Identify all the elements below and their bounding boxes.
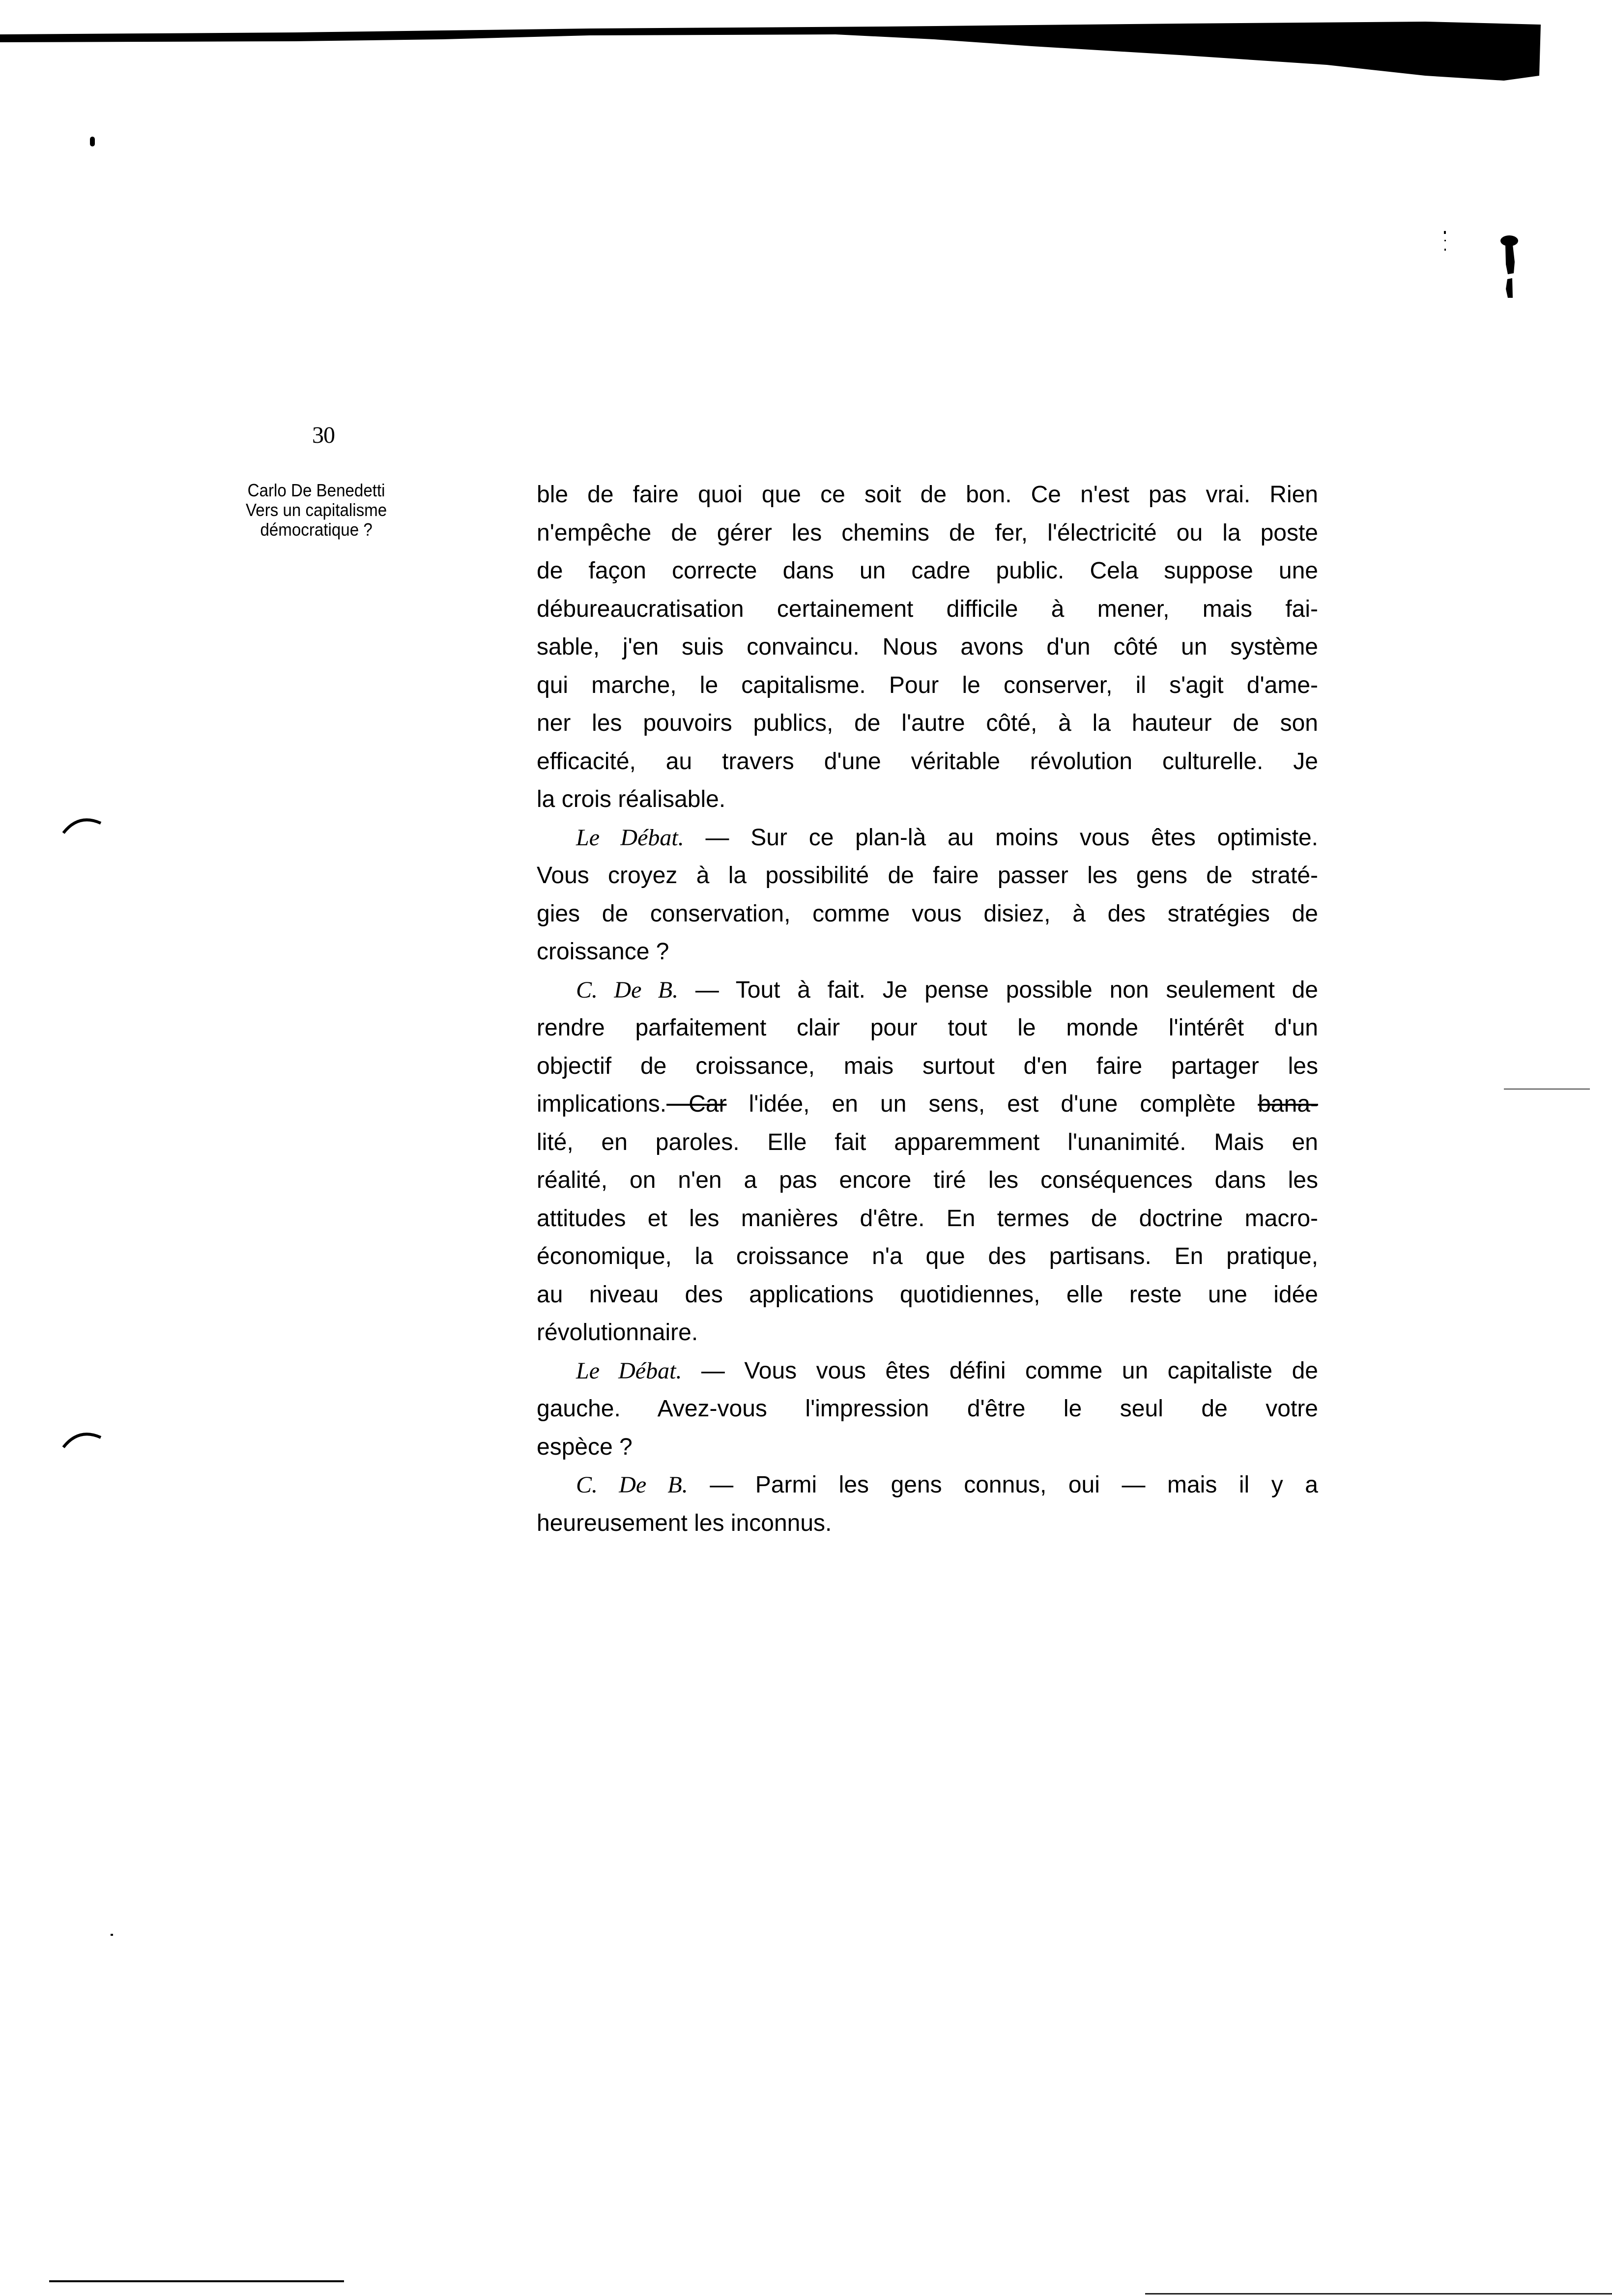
- running-head: [212, 481, 420, 540]
- text-line: révolutionnaire.: [537, 1320, 698, 1346]
- dialogue-line: Le Débat. — Vous vous êtes défini comme un capitaliste de: [576, 1357, 1318, 1384]
- speaker-label: C. De B.: [576, 976, 679, 1003]
- text-line: n'empêche de gérer les chemins de fer, l'électricité ou la poste: [537, 519, 1318, 546]
- text-line: de façon correcte dans un cadre public. Cela suppose une: [537, 558, 1318, 584]
- binding-mark-icon: [1499, 235, 1520, 299]
- text-line: économique, la croissance n'a que des partisans. En pratique,: [537, 1243, 1318, 1269]
- scan-mark-line: [1504, 1089, 1590, 1090]
- text-line: croissance ?: [537, 939, 669, 965]
- text-line: gies de conservation, comme vous disiez, à des stratégies de: [537, 900, 1318, 927]
- dialogue-line: C. De B. — Parmi les gens connus, oui — mais il y a: [576, 1472, 1318, 1498]
- text-line: lité, en paroles. Elle fait apparemment l'unanimité. Mais en: [537, 1129, 1318, 1155]
- text-line: ble de faire quoi que ce soit de bon. Ce n'est pas vrai. Rien: [537, 482, 1318, 508]
- text-line: débureaucratisation certainement difficile à mener, mais fai-: [537, 596, 1318, 622]
- text-line: implications. Car l'idée, en un sens, est d'une complète bana-: [537, 1091, 1318, 1117]
- text-line: sable, j'en suis convaincu. Nous avons d'un côté un système: [537, 634, 1318, 660]
- text-line: ner les pouvoirs publics, de l'autre côté, à la hauteur de son: [537, 710, 1318, 736]
- running-head-author: Carlo De Benedetti: [247, 480, 385, 500]
- scan-edge-line: [49, 2280, 344, 2282]
- running-head-title-line1: Vers un capitalisme: [246, 500, 387, 520]
- body-text: [537, 476, 1318, 1542]
- struck-text: bana-: [1258, 1091, 1318, 1117]
- text-line: qui marche, le capitalisme. Pour le conserver, il s'agit d'ame-: [537, 672, 1318, 698]
- scan-dots: [1443, 231, 1446, 256]
- scan-dot-mark: [90, 137, 95, 146]
- speaker-label: Le Débat.: [576, 824, 684, 851]
- hole-punch-arc-icon: [61, 813, 106, 838]
- text-line: Vous croyez à la possibilité de faire passer les gens de straté-: [537, 862, 1318, 889]
- page-number: 30: [312, 422, 335, 448]
- text-line: réalité, on n'en a pas encore tiré les conséquences dans les: [537, 1167, 1318, 1193]
- speaker-label: Le Débat.: [576, 1357, 682, 1384]
- text-line: rendre parfaitement clair pour tout le monde l'intérêt d'un: [537, 1015, 1318, 1041]
- scan-edge-line: [1145, 2293, 1612, 2295]
- scan-edge-shadow: [0, 22, 1541, 81]
- struck-text: Car: [666, 1091, 727, 1117]
- text-line: gauche. Avez-vous l'impression d'être le seul de votre: [537, 1396, 1318, 1422]
- text-line: efficacité, au travers d'une véritable révolution culturelle. Je: [537, 748, 1318, 775]
- text-line: espèce ?: [537, 1434, 633, 1460]
- hole-punch-arc-icon: [61, 1428, 106, 1452]
- text-line: heureusement les inconnus.: [537, 1510, 832, 1536]
- speaker-label: C. De B.: [576, 1472, 688, 1498]
- text-line: objectif de croissance, mais surtout d'en faire partager les: [537, 1053, 1318, 1079]
- text-line: attitudes et les manières d'être. En termes de doctrine macro-: [537, 1205, 1318, 1232]
- running-head-title-line2: démocratique ?: [260, 519, 373, 540]
- text-line: au niveau des applications quotidiennes, elle reste une idée: [537, 1281, 1318, 1308]
- scan-speck: [111, 1934, 113, 1936]
- dialogue-line: C. De B. — Tout à fait. Je pense possible non seulement de: [576, 976, 1318, 1003]
- dialogue-line: Le Débat. — Sur ce plan-là au moins vous êtes optimiste.: [576, 824, 1318, 851]
- text-line: la crois réalisable.: [537, 786, 726, 812]
